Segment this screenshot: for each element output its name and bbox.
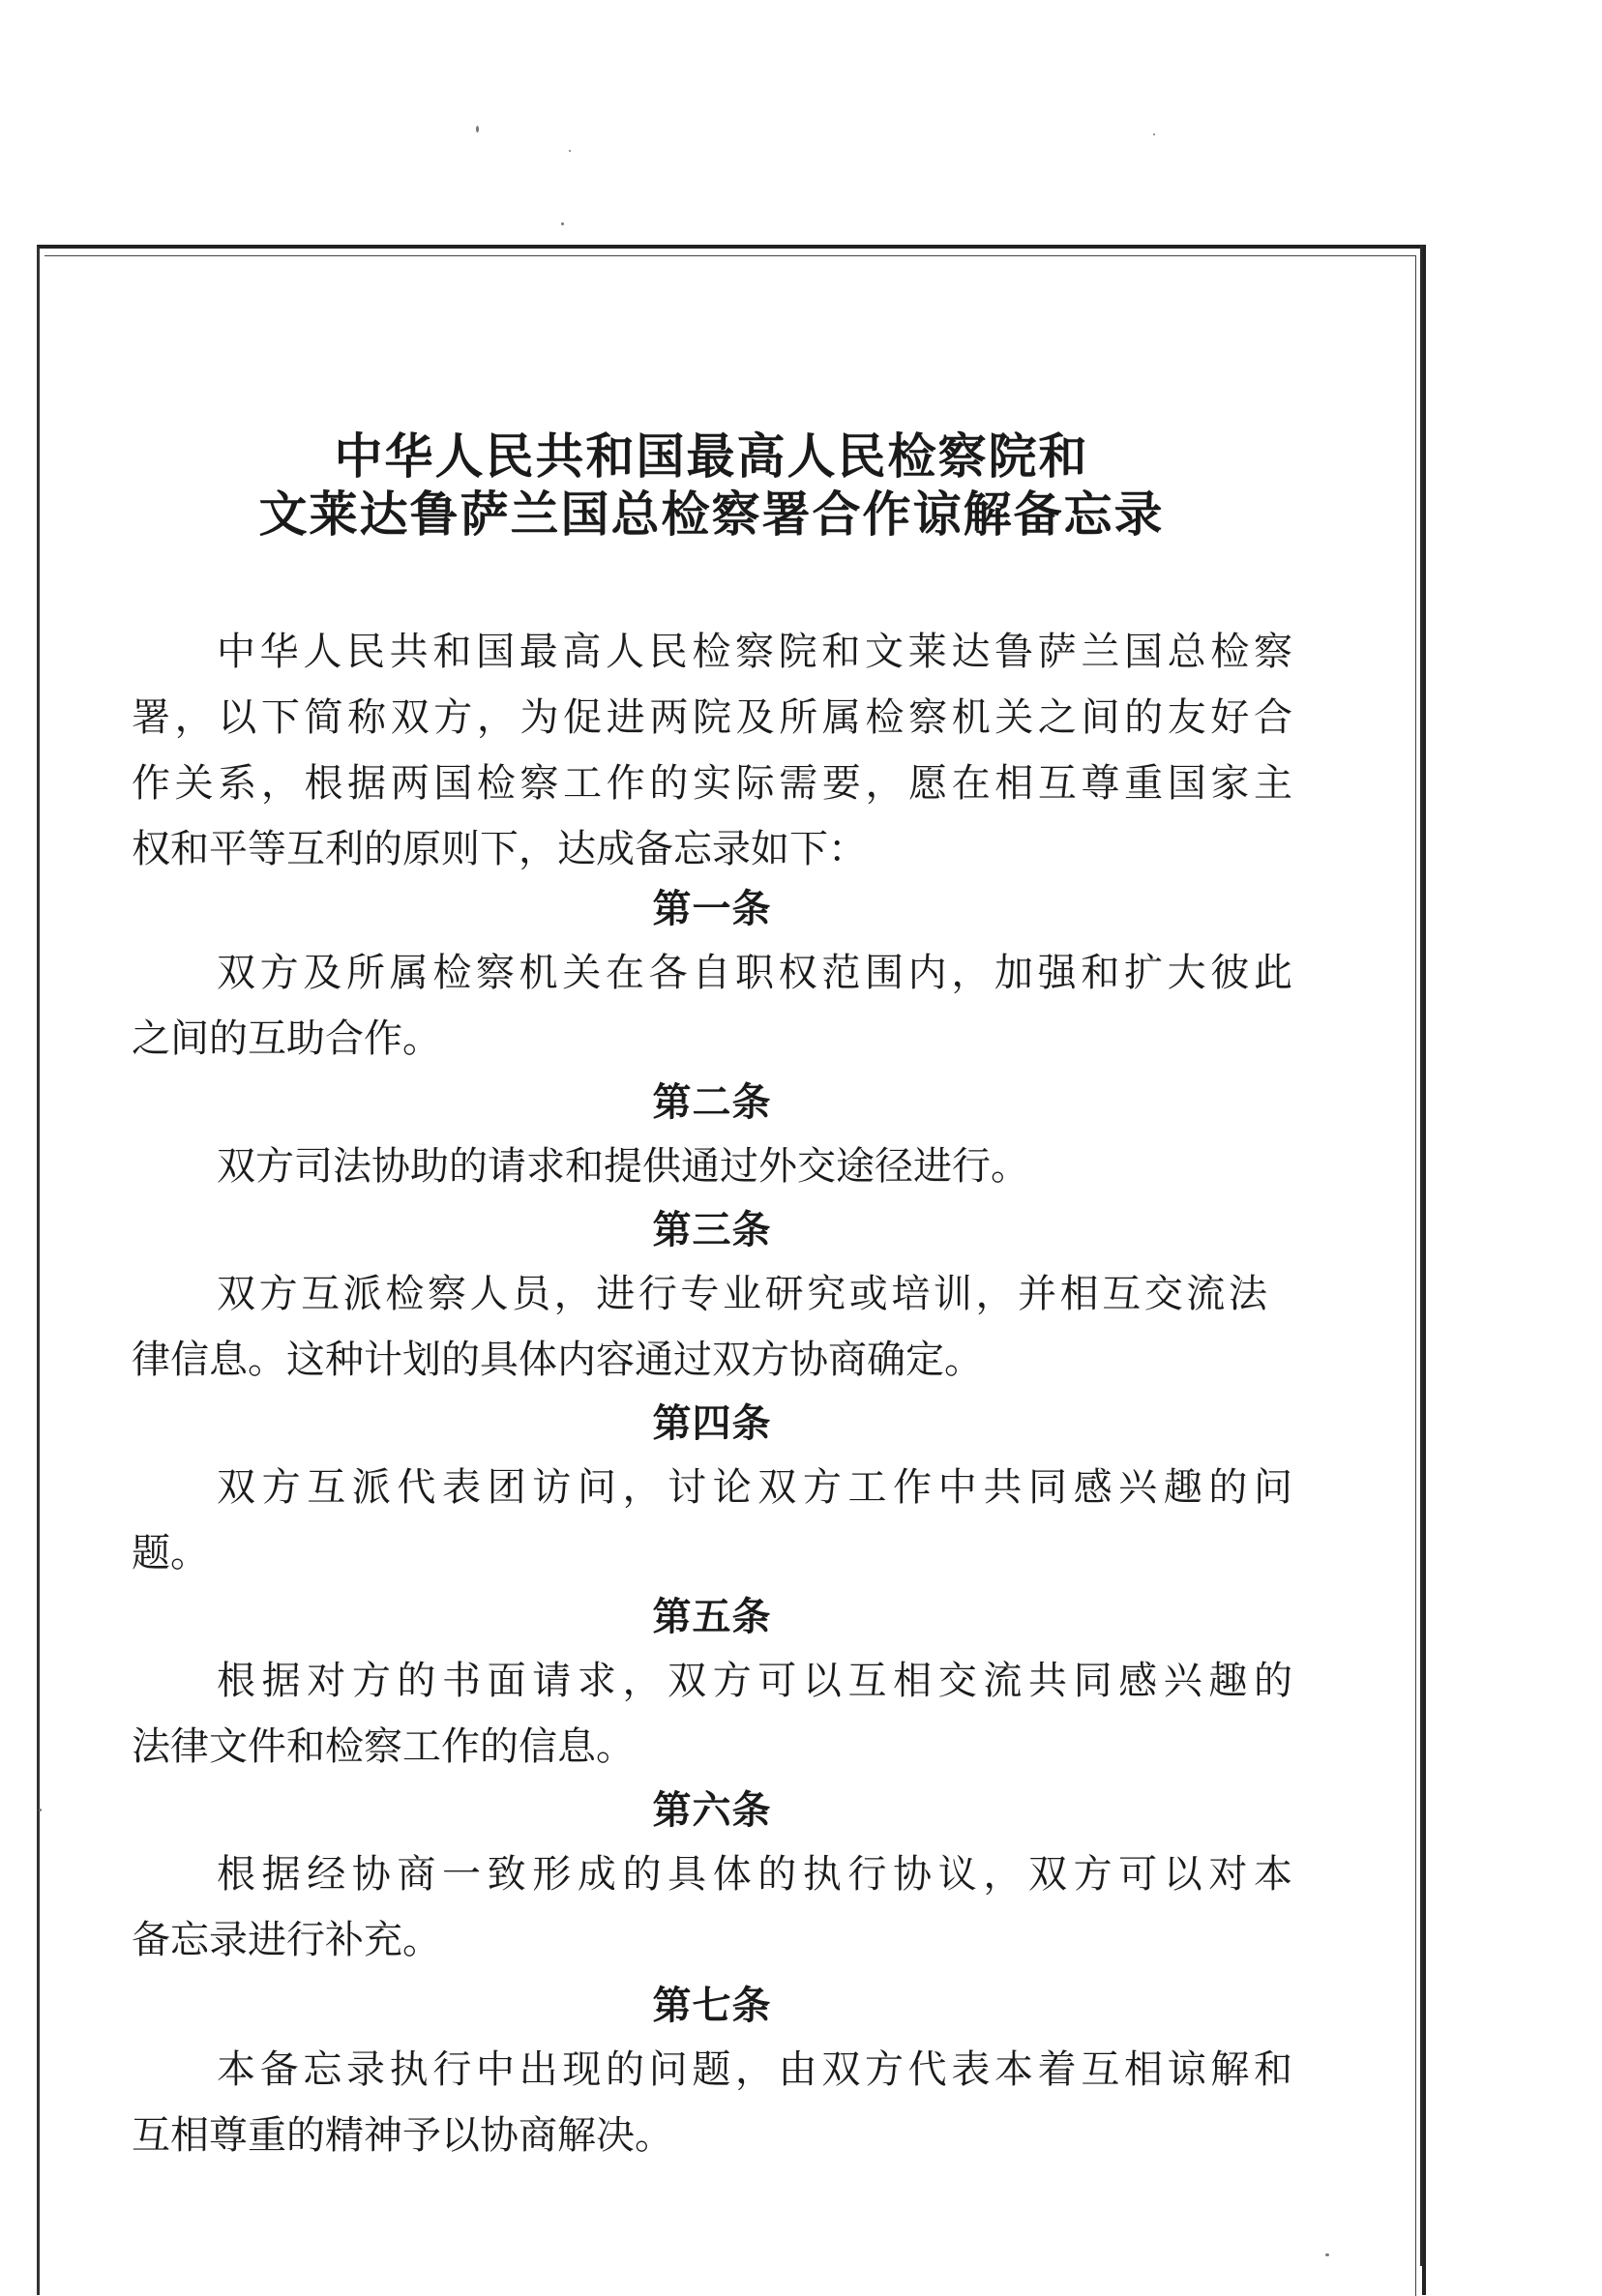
article-line: 题。: [132, 1531, 209, 1575]
scan-speck: [1153, 133, 1155, 135]
preamble-line: 权和平等互利的原则下，达成备忘录如下：: [132, 827, 867, 871]
scan-speck: [1325, 2253, 1329, 2256]
article-heading: 第一条: [652, 886, 772, 931]
article-line: 根据经协商一致形成的具体的执行协议，双方可以对本: [217, 1852, 1292, 1897]
article-heading: 第七条: [652, 1983, 772, 2028]
article-line: 双方及所属检察机关在各自职权范围内，加强和扩大彼此: [217, 951, 1292, 995]
article-line: 本备忘录执行中出现的问题，由双方代表本着互相谅解和: [217, 2047, 1292, 2092]
article-line: 双方互派检察人员，进行专业研究或培训，并相互交流法: [217, 1272, 1267, 1316]
article-line: 备忘录进行补充。: [132, 1918, 441, 1962]
article-line: 双方互派代表团访问，讨论双方工作中共同感兴趣的问: [217, 1465, 1292, 1510]
scan-speck: [39, 1809, 42, 1811]
scan-speck: [476, 126, 479, 132]
scan-speck: [569, 150, 571, 152]
document-title-line-2: 文莱达鲁萨兰国总检察署合作谅解备忘录: [258, 486, 1165, 543]
article-line: 律信息。这种计划的具体内容通过双方协商确定。: [132, 1338, 983, 1382]
preamble-line: 中华人民共和国最高人民检察院和文莱达鲁萨兰国总检察: [217, 630, 1292, 674]
article-line: 双方司法协助的请求和提供通过外交途径进行。: [217, 1144, 1029, 1189]
article-heading: 第六条: [652, 1787, 772, 1833]
article-heading: 第四条: [652, 1400, 772, 1446]
preamble-line: 作关系，根据两国检察工作的实际需要，愿在相互尊重国家主: [132, 761, 1292, 806]
article-line: 互相尊重的精神予以协商解决。: [132, 2113, 673, 2158]
article-heading: 第三条: [652, 1207, 772, 1252]
article-line: 之间的互助合作。: [132, 1016, 441, 1061]
article-heading: 第二条: [652, 1079, 772, 1125]
article-line: 根据对方的书面请求，双方可以互相交流共同感兴趣的: [217, 1659, 1292, 1703]
preamble-line: 署，以下简称双方，为促进两院及所属检察机关之间的友好合: [132, 695, 1292, 740]
page-frame-right-edge: [1420, 245, 1423, 2266]
article-heading: 第五条: [652, 1594, 772, 1639]
article-line: 法律文件和检察工作的信息。: [132, 1724, 635, 1769]
scan-speck: [561, 222, 564, 225]
document-title-line-1: 中华人民共和国最高人民检察院和: [334, 427, 1089, 485]
